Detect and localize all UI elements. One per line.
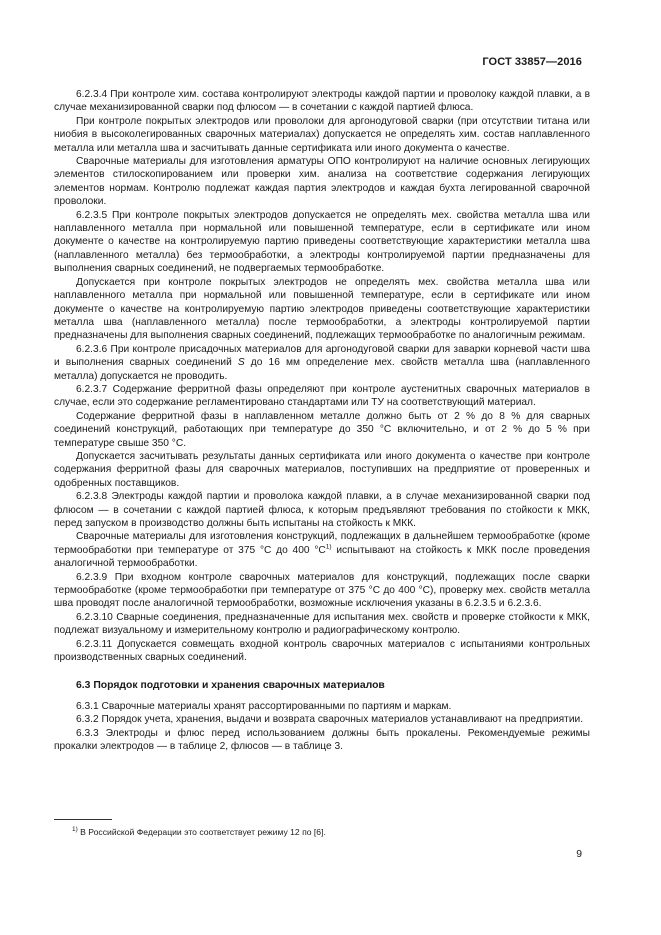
paragraph-6-2-3-8: 6.2.3.8 Электроды каждой партии и проволока каждой плавки, а в случае механизированной сварки под флюсом — в сочетании с каждой партией флюса, к которым предъявляют требования по стойкости к МКК, перед запуском в производство должны быть испытаны на стойкость к МКК. xyxy=(54,491,590,529)
paragraph-6-2-3-6 xyxy=(54,343,590,383)
text-run: Сварочные материалы для изготовления конструкций, подлежащих в дальнейшем термообработке (кроме термообработки при температуре от 375 °С до 400 °С xyxy=(54,531,590,556)
paragraph-6-2-3-11: 6.2.3.11 Допускается совмещать входной контроль сварочных материалов с испытаниями контрольных производственных сварных соединений. xyxy=(54,638,590,664)
thickness-variable: S xyxy=(237,357,245,369)
paragraph: Допускается при контроле покрытых электродов не определять мех. свойства металла шва или наплавленного металла при нормальной или повышенной температуре, если в сертификате или ином документе о качестве на контролируемую партию электродов приведены соответствующие характеристики металла шва (наплавленного металла) после термообработки, а электроды контролируемой партии предназначены для выполнения сварных соединений, подлежащих термообработке по аналогичным режимам. xyxy=(54,276,590,342)
paragraph: Сварочные материалы для изготовления арматуры ОПО контролируют на наличие основных легирующих элементов стилоскопированием или проверки хим. анализа на соответствие содержания легирующих элементов нормам. Контролю подлежат каждая партия электродов и каждая бухта легированной сварочной проволоки. xyxy=(54,156,590,208)
page-number: 9 xyxy=(576,849,582,860)
document-header: ГОСТ 33857—2016 xyxy=(482,56,582,68)
footnote-divider xyxy=(54,819,112,820)
footnote-mark: 1) xyxy=(72,826,78,834)
text-run: до 16 мм определение мех. свойств металла шва (наплавленного металла) допускается не проводить. xyxy=(54,357,590,382)
text-run: 6.2.3.6 При контроле присадочных материалов для аргонодуговой сварки для заварки корневой части шва и выполнения сварных соединений xyxy=(54,343,590,369)
page-body xyxy=(54,88,590,754)
paragraph: При контроле покрытых электродов или проволоки для аргонодуговой сварки (при отсутствии титана или ниобия в высоколегированных сварочных материалах) допускается не определять хим. состав наплавленного металла или металла шва и засчитывать данные сертификата или иного документа о качестве. xyxy=(54,115,590,154)
paragraph-6-2-3-9: 6.2.3.9 При входном контроле сварочных материалов для конструкций, подлежащих после сварки термообработке (кроме термообработки при температуре от 375 °С до 400 °С), проверку мех. свойств металла шва проводят после аналогичной термообработки, возможные исключения указаны в 6.2.3.5 и 6.2.3.6. xyxy=(54,571,590,610)
footnote-text: В Российской Федерации это соответствует режиму 12 по [6]. xyxy=(77,827,326,837)
paragraph-6-2-3-5: 6.2.3.5 При контроле покрытых электродов допускается не определять мех. свойства металла шва или наплавленного металла при нормальной или повышенной температуре, если в сертификате или ином документе о качестве на контролируемую партию приведены соответствующие характеристики металла шва (наплавленного металла) без термообработки, а электроды контролируемой партии предназначены для выполнения сварных соединений, не подвергаемых термообработке. xyxy=(54,209,590,275)
paragraph-6-2-3-7: 6.2.3.7 Содержание ферритной фазы определяют при контроле аустенитных сварочных материалов в случае, если это содержание регламентировано стандартами или ТУ на соответствующий материал. xyxy=(54,383,590,409)
paragraph: Допускается засчитывать результаты данных сертификата или иного документа о качестве при контроле содержания ферритной фазы для сварочных материалов, поступивших на предприятие от проверенных и одобренных поставщиков. xyxy=(54,450,590,489)
section-heading-6-3: 6.3 Порядок подготовки и хранения сварочных материалов xyxy=(76,680,385,692)
paragraph xyxy=(54,530,590,570)
footnote xyxy=(72,827,326,838)
paragraph-6-3-1: 6.3.1 Сварочные материалы хранят рассортированными по партиям и маркам. xyxy=(76,700,452,712)
paragraph-6-3-3: 6.3.3 Электроды и флюс перед использованием должны быть прокалены. Рекомендуемые режимы прокалки электродов — в таблице 2, флюсов — в таблице 3. xyxy=(54,727,590,753)
paragraph-6-2-3-4: 6.2.3.4 При контроле хим. состава контролируют электроды каждой партии и проволоку каждой плавки, а в случае механизированной сварки под флюсом — в сочетании с каждой партией флюса. xyxy=(54,89,590,114)
paragraph: Содержание ферритной фазы в наплавленном металле должно быть от 2 % до 8 % для сварных соединений конструкций, работающих при температуре до 350 °С включительно, и от 2 % до 5 % при температуре свыше 350 °С. xyxy=(54,410,590,449)
paragraph-6-2-3-10: 6.2.3.10 Сварные соединения, предназначенные для испытания мех. свойств и проверке стойкости к МКК, подлежат визуальному и измерительному контролю и радиографическому контролю. xyxy=(54,611,590,637)
paragraph-6-3-2: 6.3.2 Порядок учета, хранения, выдачи и возврата сварочных материалов устанавливают на предприятии. xyxy=(76,714,584,726)
text-run: испытывают на стойкость к МКК после проведения аналогичной термообработки. xyxy=(54,544,590,570)
footnote-reference[interactable]: 1) xyxy=(325,543,332,551)
